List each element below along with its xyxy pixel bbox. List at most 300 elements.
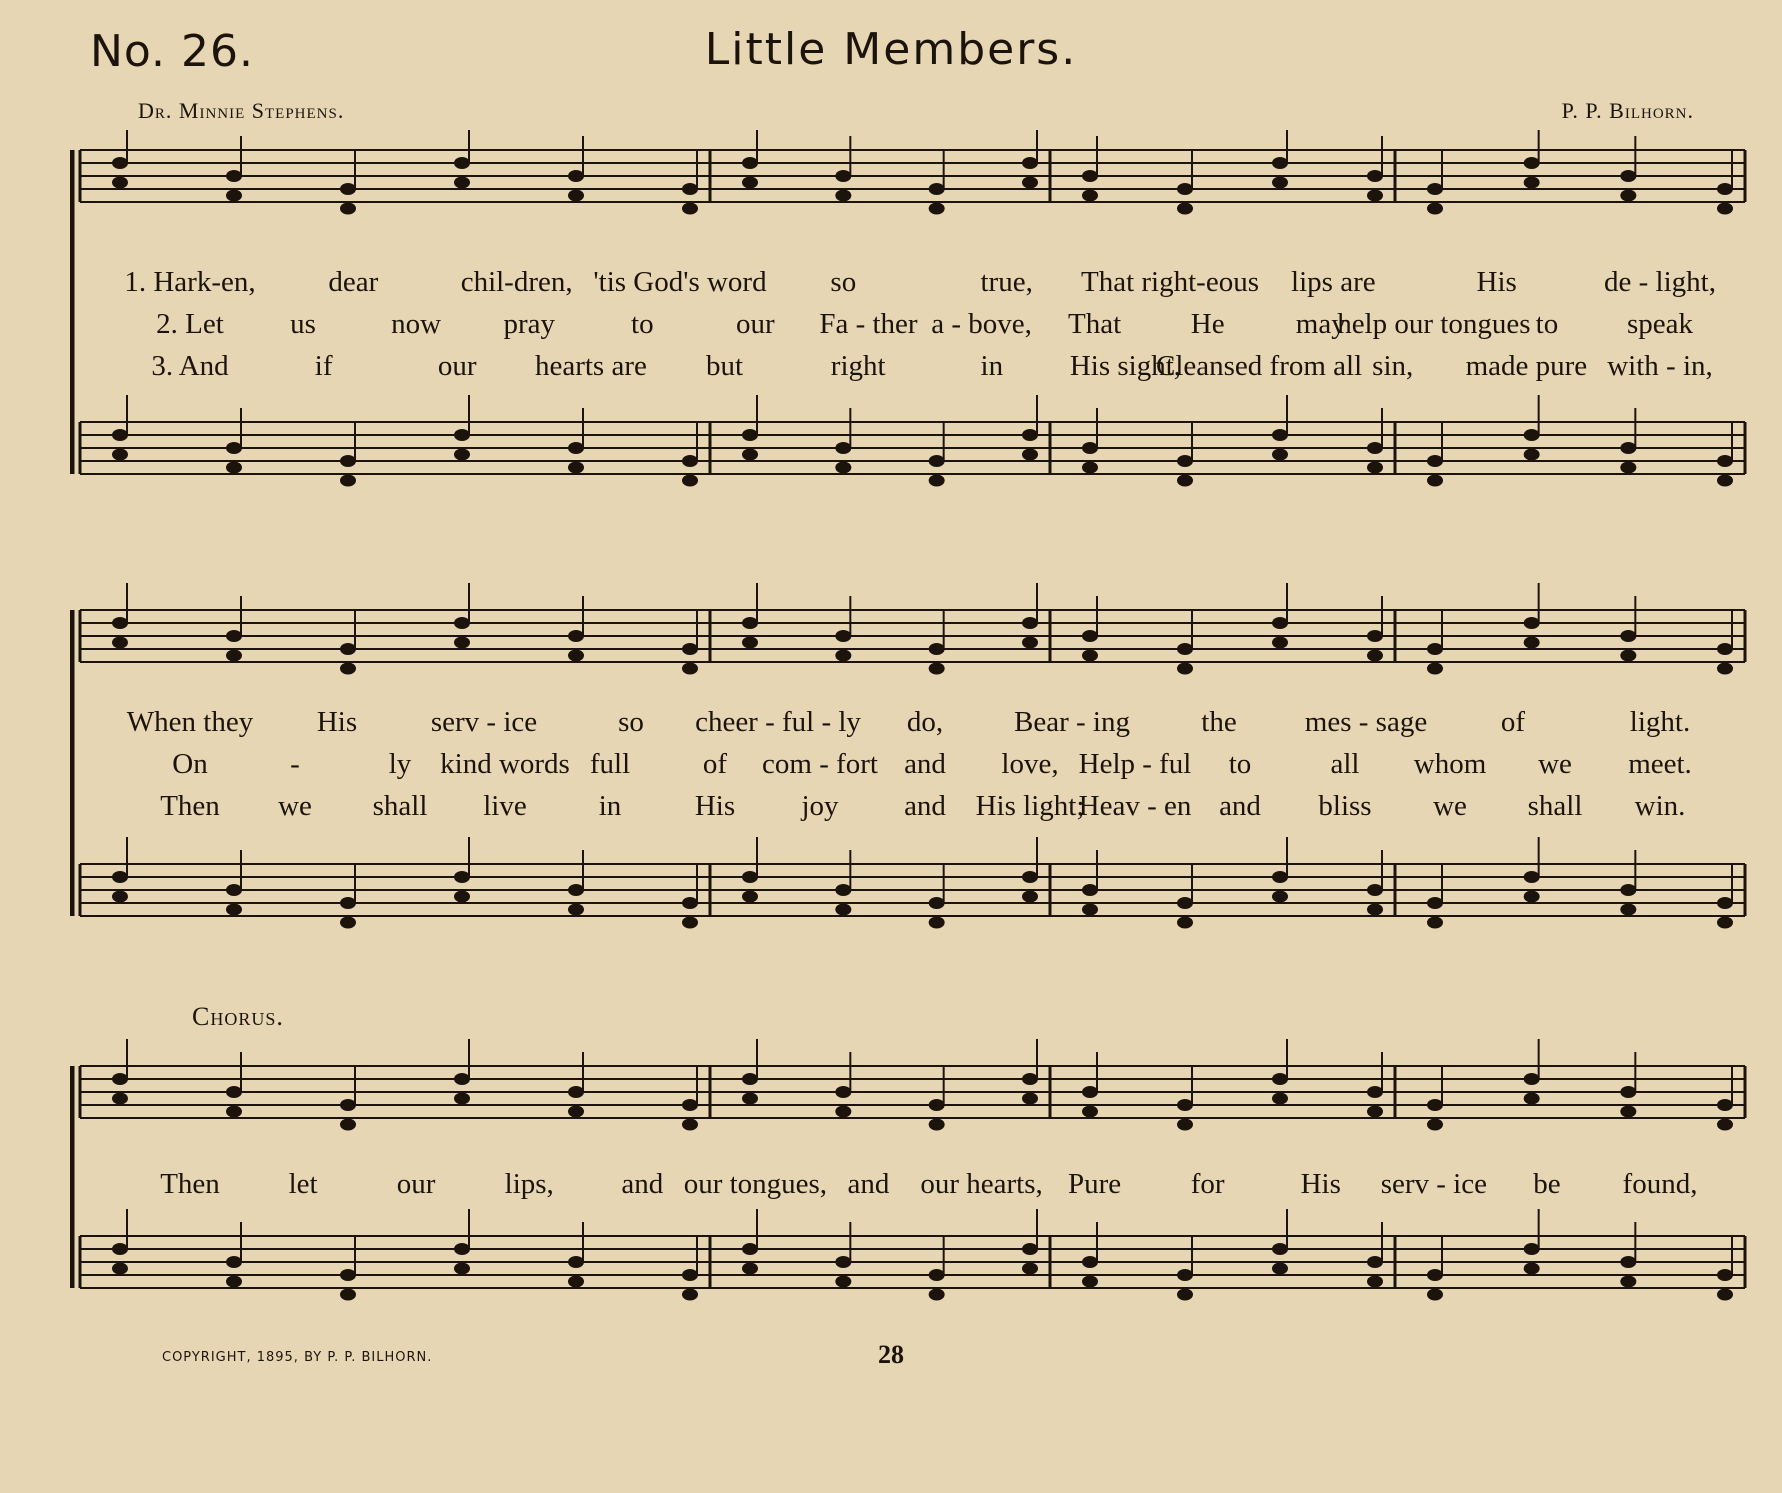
- lyric-syllable: That: [1068, 308, 1122, 340]
- note-head: [682, 663, 698, 675]
- note-head: [835, 1276, 851, 1288]
- note-head: [1717, 917, 1733, 929]
- lyric-syllable: win.: [1634, 790, 1686, 822]
- note-head: [1524, 1093, 1540, 1105]
- lyric-syllable: serv - ice: [430, 706, 538, 738]
- note-head: [1367, 170, 1383, 182]
- note-head: [1367, 1086, 1383, 1098]
- note-head: [742, 157, 758, 169]
- note-head: [1177, 643, 1193, 655]
- lyric-syllable: and: [904, 790, 946, 822]
- note-head: [454, 449, 470, 461]
- lyric-syllable: Cleansed from all: [1155, 350, 1363, 382]
- note-head: [1177, 897, 1193, 909]
- note-head: [568, 1106, 584, 1118]
- note-head: [568, 884, 584, 896]
- note-head: [1177, 1119, 1193, 1131]
- note-head: [682, 203, 698, 215]
- lyric-syllable: to: [1535, 308, 1559, 340]
- lyric-syllable: On: [172, 748, 208, 780]
- note-head: [112, 177, 128, 189]
- note-head: [568, 442, 584, 454]
- note-head: [1524, 429, 1540, 441]
- lyric-syllable: the: [1201, 706, 1237, 738]
- note-head: [1177, 917, 1193, 929]
- note-head: [835, 190, 851, 202]
- note-head: [226, 1276, 242, 1288]
- note-head: [340, 1289, 356, 1301]
- note-head: [1272, 871, 1288, 883]
- note-head: [1717, 475, 1733, 487]
- note-head: [1272, 1243, 1288, 1255]
- note-head: [226, 170, 242, 182]
- note-head: [454, 637, 470, 649]
- note-head: [1177, 1099, 1193, 1111]
- note-head: [835, 1086, 851, 1098]
- note-head: [226, 442, 242, 454]
- note-head: [1524, 449, 1540, 461]
- note-head: [682, 475, 698, 487]
- note-head: [742, 871, 758, 883]
- note-head: [929, 643, 945, 655]
- lyric-syllable: kind words: [440, 748, 570, 780]
- note-head: [1082, 1106, 1098, 1118]
- note-head: [1177, 455, 1193, 467]
- note-head: [568, 190, 584, 202]
- lyric-syllable: in: [980, 350, 1004, 382]
- note-head: [1620, 1106, 1636, 1118]
- note-head: [1082, 1276, 1098, 1288]
- note-head: [340, 643, 356, 655]
- note-head: [1427, 203, 1443, 215]
- page-number: 28: [878, 1340, 904, 1369]
- note-head: [1272, 157, 1288, 169]
- hymn-number: No. 26.: [90, 26, 255, 77]
- lyric-syllable: He: [1190, 308, 1225, 340]
- note-head: [454, 157, 470, 169]
- note-head: [1367, 904, 1383, 916]
- lyric-line-3-chorus: [0, 1168, 1782, 1206]
- note-head: [742, 449, 758, 461]
- note-head: [454, 617, 470, 629]
- note-head: [1620, 1276, 1636, 1288]
- note-head: [112, 891, 128, 903]
- note-head: [1717, 663, 1733, 675]
- note-head: [682, 917, 698, 929]
- note-head: [929, 917, 945, 929]
- lyric-syllable: we: [1538, 748, 1572, 780]
- lyric-syllable: -: [290, 748, 300, 780]
- note-head: [568, 1256, 584, 1268]
- lyric-syllable: made pure: [1465, 350, 1588, 382]
- hymn-title: Little Members.: [704, 24, 1078, 75]
- note-head: [1082, 442, 1098, 454]
- note-head: [1177, 1269, 1193, 1281]
- note-head: [454, 1073, 470, 1085]
- note-head: [1272, 1093, 1288, 1105]
- lyric-syllable: His: [316, 706, 358, 738]
- treble-staff-3: [80, 1039, 1745, 1131]
- note-head: [929, 897, 945, 909]
- note-head: [568, 1276, 584, 1288]
- note-head: [742, 1263, 758, 1275]
- note-head: [1620, 1086, 1636, 1098]
- lyric-line-2-verse-2: [0, 748, 1782, 786]
- note-head: [1427, 917, 1443, 929]
- note-head: [1620, 650, 1636, 662]
- note-head: [1272, 1073, 1288, 1085]
- note-head: [1427, 475, 1443, 487]
- note-head: [1367, 462, 1383, 474]
- note-head: [929, 1099, 945, 1111]
- lyric-syllable: with - in,: [1607, 350, 1713, 382]
- note-head: [1272, 177, 1288, 189]
- note-head: [1717, 203, 1733, 215]
- note-head: [226, 884, 242, 896]
- note-head: [454, 891, 470, 903]
- note-head: [1082, 170, 1098, 182]
- lyric-line-1-verse-2: [0, 308, 1782, 346]
- lyric-syllable: sin,: [1372, 350, 1414, 382]
- note-head: [1022, 1093, 1038, 1105]
- note-head: [112, 617, 128, 629]
- note-head: [454, 429, 470, 441]
- note-head: [568, 462, 584, 474]
- lyric-syllable: Fa - ther: [819, 308, 918, 340]
- note-head: [1272, 891, 1288, 903]
- note-head: [929, 455, 945, 467]
- lyric-syllable: Heav - en: [1078, 790, 1192, 822]
- note-head: [1717, 183, 1733, 195]
- note-head: [1427, 897, 1443, 909]
- note-head: [742, 1093, 758, 1105]
- lyric-syllable: lips,: [504, 1168, 554, 1200]
- lyric-syllable: Then: [160, 790, 220, 822]
- note-head: [112, 1263, 128, 1275]
- lyric-syllable: us: [290, 308, 316, 340]
- lyric-syllable: all: [1330, 748, 1360, 780]
- note-head: [1367, 650, 1383, 662]
- note-head: [1082, 462, 1098, 474]
- note-head: [1082, 650, 1098, 662]
- note-head: [1524, 1243, 1540, 1255]
- note-head: [742, 429, 758, 441]
- note-head: [682, 1269, 698, 1281]
- note-head: [1022, 1263, 1038, 1275]
- note-head: [1524, 637, 1540, 649]
- note-head: [340, 475, 356, 487]
- note-head: [1717, 1269, 1733, 1281]
- note-head: [835, 630, 851, 642]
- note-head: [1177, 475, 1193, 487]
- lyric-syllable: Bear - ing: [1014, 706, 1130, 738]
- lyric-syllable: and: [621, 1168, 664, 1200]
- lyric-syllable: com - fort: [762, 748, 878, 780]
- lyricist-credit: Dr. Minnie Stephens.: [138, 98, 345, 123]
- lyric-syllable: and: [847, 1168, 890, 1200]
- note-head: [835, 462, 851, 474]
- lyric-syllable: now: [391, 308, 442, 340]
- note-head: [1524, 891, 1540, 903]
- note-head: [1427, 183, 1443, 195]
- lyric-syllable: our: [437, 350, 477, 382]
- note-head: [1022, 891, 1038, 903]
- note-head: [1177, 183, 1193, 195]
- note-head: [1082, 630, 1098, 642]
- note-head: [1022, 617, 1038, 629]
- lyric-syllable: His: [694, 790, 736, 822]
- note-head: [835, 1106, 851, 1118]
- note-head: [835, 884, 851, 896]
- note-head: [742, 617, 758, 629]
- note-head: [835, 650, 851, 662]
- lyric-syllable: His: [1476, 266, 1517, 298]
- lyric-syllable: our hearts,: [920, 1168, 1043, 1200]
- note-head: [454, 1263, 470, 1275]
- note-head: [1427, 1289, 1443, 1301]
- note-head: [1620, 170, 1636, 182]
- note-head: [1524, 1263, 1540, 1275]
- lyric-syllable: pray: [503, 308, 555, 340]
- note-head: [226, 1256, 242, 1268]
- note-head: [682, 1289, 698, 1301]
- note-head: [929, 1119, 945, 1131]
- lyric-syllable: de - light,: [1604, 266, 1716, 298]
- lyric-syllable: in: [598, 790, 622, 822]
- note-head: [1717, 1119, 1733, 1131]
- lyric-syllable: Then: [160, 1168, 220, 1200]
- lyric-syllable: speak: [1626, 308, 1694, 340]
- note-head: [742, 637, 758, 649]
- lyric-syllable: hearts are: [534, 350, 647, 382]
- note-head: [1717, 1289, 1733, 1301]
- note-head: [568, 1086, 584, 1098]
- note-head: [226, 650, 242, 662]
- note-head: [1022, 871, 1038, 883]
- note-head: [454, 177, 470, 189]
- note-head: [340, 455, 356, 467]
- note-head: [1367, 190, 1383, 202]
- treble-staff-1: [80, 130, 1745, 215]
- note-head: [929, 1289, 945, 1301]
- note-head: [1367, 1256, 1383, 1268]
- note-head: [568, 650, 584, 662]
- lyric-syllable: be: [1533, 1168, 1561, 1200]
- lyric-syllable: His sight,: [1069, 350, 1182, 382]
- note-head: [1620, 462, 1636, 474]
- note-head: [1717, 1099, 1733, 1111]
- note-head: [1524, 617, 1540, 629]
- note-head: [1427, 1119, 1443, 1131]
- note-head: [929, 1269, 945, 1281]
- note-head: [568, 904, 584, 916]
- note-head: [112, 637, 128, 649]
- note-head: [226, 462, 242, 474]
- note-head: [1272, 637, 1288, 649]
- note-head: [340, 1099, 356, 1111]
- lyric-syllable: may: [1295, 308, 1346, 340]
- lyric-syllable: 2. Let: [156, 308, 224, 340]
- note-head: [1082, 884, 1098, 896]
- note-head: [682, 455, 698, 467]
- lyric-syllable: 3. And: [151, 350, 229, 382]
- lyric-syllable: for: [1190, 1168, 1225, 1200]
- lyric-syllable: dear: [328, 266, 379, 298]
- note-head: [1367, 884, 1383, 896]
- lyric-syllable: 'tis God's word: [593, 266, 767, 298]
- note-head: [112, 1243, 128, 1255]
- note-head: [742, 177, 758, 189]
- note-head: [1524, 157, 1540, 169]
- lyric-syllable: so: [830, 266, 857, 298]
- note-head: [1367, 1106, 1383, 1118]
- note-head: [1620, 1256, 1636, 1268]
- note-head: [929, 183, 945, 195]
- lyric-syllable: joy: [801, 790, 839, 822]
- lyric-syllable: to: [1228, 748, 1252, 780]
- lyric-syllable: live: [483, 790, 527, 822]
- lyric-line-1-verse-3: [0, 350, 1782, 388]
- lyric-line-1-verse-1: [0, 266, 1782, 304]
- note-head: [340, 1269, 356, 1281]
- lyric-syllable: mes - sage: [1304, 706, 1428, 738]
- lyric-syllable: bliss: [1318, 790, 1372, 822]
- lyric-syllable: help our tongues: [1337, 308, 1531, 340]
- note-head: [112, 449, 128, 461]
- note-head: [1022, 157, 1038, 169]
- note-head: [682, 1099, 698, 1111]
- lyric-syllable: meet.: [1628, 748, 1692, 780]
- lyric-syllable: serv - ice: [1380, 1168, 1487, 1200]
- lyric-syllable: our tongues,: [683, 1168, 828, 1200]
- note-head: [1272, 449, 1288, 461]
- note-head: [340, 897, 356, 909]
- note-head: [929, 663, 945, 675]
- note-head: [682, 183, 698, 195]
- note-head: [340, 183, 356, 195]
- chorus-label: Chorus.: [192, 1002, 284, 1031]
- note-head: [1022, 177, 1038, 189]
- lyric-syllable: Help - ful: [1078, 748, 1192, 780]
- composer-credit: P. P. Bilhorn.: [1561, 98, 1694, 123]
- note-head: [340, 917, 356, 929]
- note-head: [1082, 904, 1098, 916]
- note-head: [1082, 1086, 1098, 1098]
- note-head: [1177, 1289, 1193, 1301]
- note-head: [454, 1093, 470, 1105]
- lyric-syllable: and: [1219, 790, 1261, 822]
- note-head: [1427, 1269, 1443, 1281]
- lyric-syllable: ly: [388, 748, 412, 780]
- note-head: [742, 1073, 758, 1085]
- lyric-syllable: found,: [1622, 1168, 1698, 1200]
- lyric-syllable: His light;: [975, 790, 1085, 822]
- note-head: [1367, 442, 1383, 454]
- note-head: [1524, 1073, 1540, 1085]
- note-head: [1717, 897, 1733, 909]
- lyric-syllable: true,: [980, 266, 1033, 298]
- note-head: [1620, 442, 1636, 454]
- note-head: [1177, 663, 1193, 675]
- lyric-syllable: shall: [1527, 790, 1583, 822]
- note-head: [1620, 630, 1636, 642]
- note-head: [226, 1106, 242, 1118]
- note-head: [1620, 904, 1636, 916]
- lyric-syllable: of: [1500, 706, 1526, 738]
- note-head: [1272, 617, 1288, 629]
- lyric-syllable: to: [631, 308, 654, 340]
- lyric-syllable: of: [702, 748, 728, 780]
- note-head: [1022, 637, 1038, 649]
- bass-staff-2: [80, 837, 1745, 929]
- note-head: [1022, 1243, 1038, 1255]
- note-head: [1427, 455, 1443, 467]
- lyric-syllable: we: [1433, 790, 1467, 822]
- lyric-line-2-verse-1: [0, 706, 1782, 744]
- note-head: [340, 1119, 356, 1131]
- note-head: [1022, 1073, 1038, 1085]
- note-head: [226, 1086, 242, 1098]
- lyric-syllable: do,: [906, 706, 944, 738]
- note-head: [1367, 630, 1383, 642]
- note-head: [1082, 1256, 1098, 1268]
- note-head: [454, 871, 470, 883]
- note-head: [454, 1243, 470, 1255]
- note-head: [1272, 429, 1288, 441]
- note-head: [568, 630, 584, 642]
- note-head: [340, 663, 356, 675]
- lyric-line-2-verse-3: [0, 790, 1782, 828]
- note-head: [112, 1073, 128, 1085]
- note-head: [835, 1256, 851, 1268]
- note-head: [340, 203, 356, 215]
- lyric-syllable: chil-dren,: [460, 266, 573, 298]
- lyric-syllable: When they: [126, 706, 254, 738]
- note-head: [1272, 1263, 1288, 1275]
- note-head: [226, 904, 242, 916]
- lyric-syllable: lips are: [1291, 266, 1376, 298]
- lyric-syllable: let: [288, 1168, 318, 1200]
- note-head: [1524, 871, 1540, 883]
- note-head: [1620, 190, 1636, 202]
- note-head: [682, 897, 698, 909]
- lyric-syllable: Pure: [1068, 1168, 1122, 1200]
- bass-staff-3: [80, 1209, 1745, 1301]
- copyright-notice: COPYRIGHT, 1895, BY P. P. BILHORN.: [162, 1350, 433, 1365]
- lyric-syllable: so: [618, 706, 644, 738]
- note-head: [1717, 643, 1733, 655]
- note-head: [568, 170, 584, 182]
- lyric-syllable: our: [396, 1168, 436, 1200]
- treble-staff-2: [80, 583, 1745, 675]
- lyric-syllable: we: [278, 790, 312, 822]
- note-head: [742, 1243, 758, 1255]
- note-head: [1524, 177, 1540, 189]
- note-head: [1620, 884, 1636, 896]
- note-head: [682, 1119, 698, 1131]
- lyric-syllable: whom: [1413, 748, 1487, 780]
- lyric-syllable: right: [830, 350, 886, 382]
- note-head: [1427, 643, 1443, 655]
- lyric-syllable: if: [314, 350, 333, 382]
- lyric-syllable: full: [589, 748, 631, 780]
- note-head: [112, 429, 128, 441]
- lyric-syllable: 1. Hark-en,: [124, 266, 256, 298]
- note-head: [1427, 1099, 1443, 1111]
- note-head: [226, 190, 242, 202]
- note-head: [226, 630, 242, 642]
- lyric-syllable: That right-eous: [1081, 266, 1259, 298]
